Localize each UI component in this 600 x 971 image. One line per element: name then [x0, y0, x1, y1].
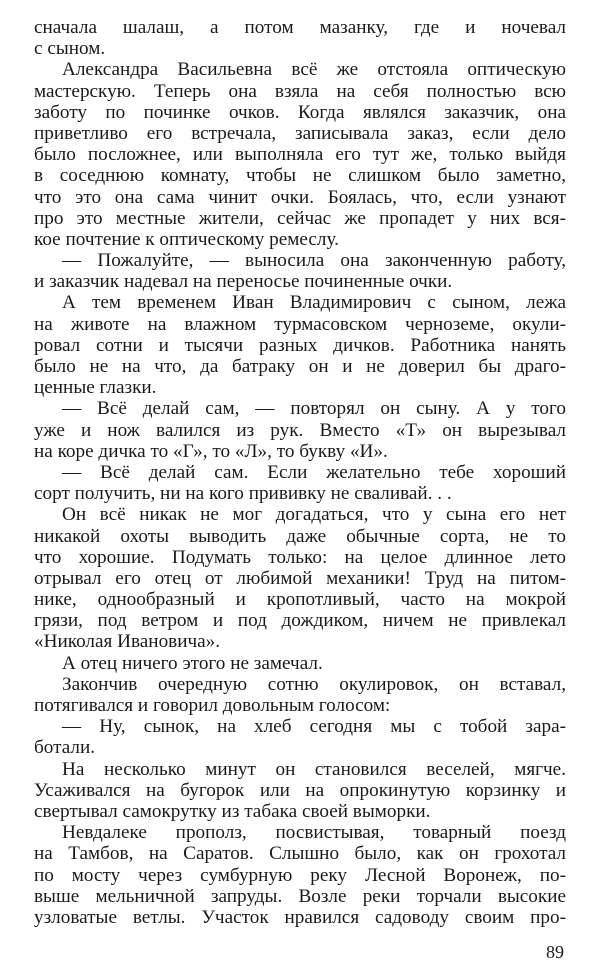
text-line: Закончив очередную сотню окулировок, он вставал,	[62, 673, 566, 695]
text-line: приветливо его встречала, записывала заказ, если дело	[34, 122, 566, 144]
text-line: на животе на влажном турмасовском черноземе, окули-	[34, 313, 566, 335]
text-line: и заказчик надевал на переносье починенные очки.	[34, 271, 453, 293]
text-line: кое почтение к оптическому ремеслу.	[34, 228, 339, 250]
text-line: никакой охоты выводить даже обычные сорта, не то	[34, 525, 566, 547]
text-line: — Всё делай сам. Если желательно тебе хороший	[62, 461, 566, 483]
text-line: уже и нож валился из рук. Вместо «Т» он вырезывал	[34, 419, 566, 441]
text-line: — Ну, сынок, на хлеб сегодня мы с тобой зара-	[62, 716, 566, 738]
text-line: было не на что, да батраку он и не доверил бы драго-	[34, 356, 566, 377]
text-line: сорт получить, ни на кого прививку не сваливай. . .	[34, 483, 452, 505]
text-line: заботу по починке очков. Когда являлся заказчик, она	[34, 101, 566, 123]
text-line: что это она сама чинит очки. Боялась, что, если узнают	[34, 186, 566, 208]
text-line: выше мельничной запруды. Возле реки торчали высокие	[34, 885, 566, 907]
text-line: А отец ничего этого не замечал.	[62, 652, 323, 674]
text-line: с сыном.	[34, 38, 106, 60]
text-line: сначала шалаш, а потом мазанку, где и ночевал	[34, 17, 566, 38]
text-line: «Николая Ивановича».	[34, 631, 221, 653]
text-line: что хорошие. Подумать только: на целое длинное лето	[34, 546, 566, 568]
text-line: на Тамбов, на Саратов. Слышно было, как он грохотал	[34, 843, 566, 865]
text-line: ботали.	[34, 737, 96, 759]
text-line: — Пожалуйте, — выносила она законченную работу,	[62, 250, 566, 272]
page-text	[34, 17, 566, 928]
text-line: про это местные жители, сейчас же пропадет у них вся-	[34, 207, 566, 229]
text-line: в соседнюю комнату, чтобы не слишком было заметно,	[34, 165, 566, 187]
text-line: узловатые ветлы. Участок нравился садоводу своим про-	[34, 906, 566, 928]
page-number: 89	[546, 942, 564, 962]
text-line: Невдалеке прополз, посвистывая, товарный поезд	[62, 822, 566, 844]
text-line: потягивался и говорил довольным голосом:	[34, 695, 391, 716]
text-line: А тем временем Иван Владимирович с сыном, лежа	[62, 292, 566, 314]
text-line: Александра Васильевна всё же отстояла оптическую	[62, 59, 566, 81]
text-line: ровал сотни и тысячи разных дичков. Работника нанять	[34, 334, 566, 356]
text-line: на коре дичка то «Г», то «Л», то букву «И».	[34, 440, 388, 462]
text-line: отрывал его отец от любимой механики! Труд на питом-	[34, 567, 566, 589]
text-line: было посложнее, или выполняла его тут же, только выйдя	[34, 144, 566, 166]
text-line: ценные глазки.	[34, 377, 157, 399]
text-line: На несколько минут он становился веселей, мягче.	[62, 758, 566, 780]
text-line: свертывал самокрутку из табака своей выморки.	[34, 800, 431, 822]
text-line: мастерскую. Теперь она взяла на себя полностью всю	[34, 80, 566, 102]
text-line: — Всё делай сам, — повторял он сыну. А у того	[62, 398, 566, 420]
text-line: нике, однообразный и кропотливый, часто на мокрой	[34, 589, 566, 611]
text-line: по мосту через сумбурную реку Лесной Воронеж, по-	[34, 864, 566, 886]
text-line: Он всё никак не мог догадаться, что у сына его нет	[62, 504, 566, 526]
text-line: грязи, под ветром и под дождиком, ничем не привлекал	[34, 610, 566, 632]
text-line: Усаживался на бугорок или на опрокинутую корзинку и	[34, 779, 566, 801]
